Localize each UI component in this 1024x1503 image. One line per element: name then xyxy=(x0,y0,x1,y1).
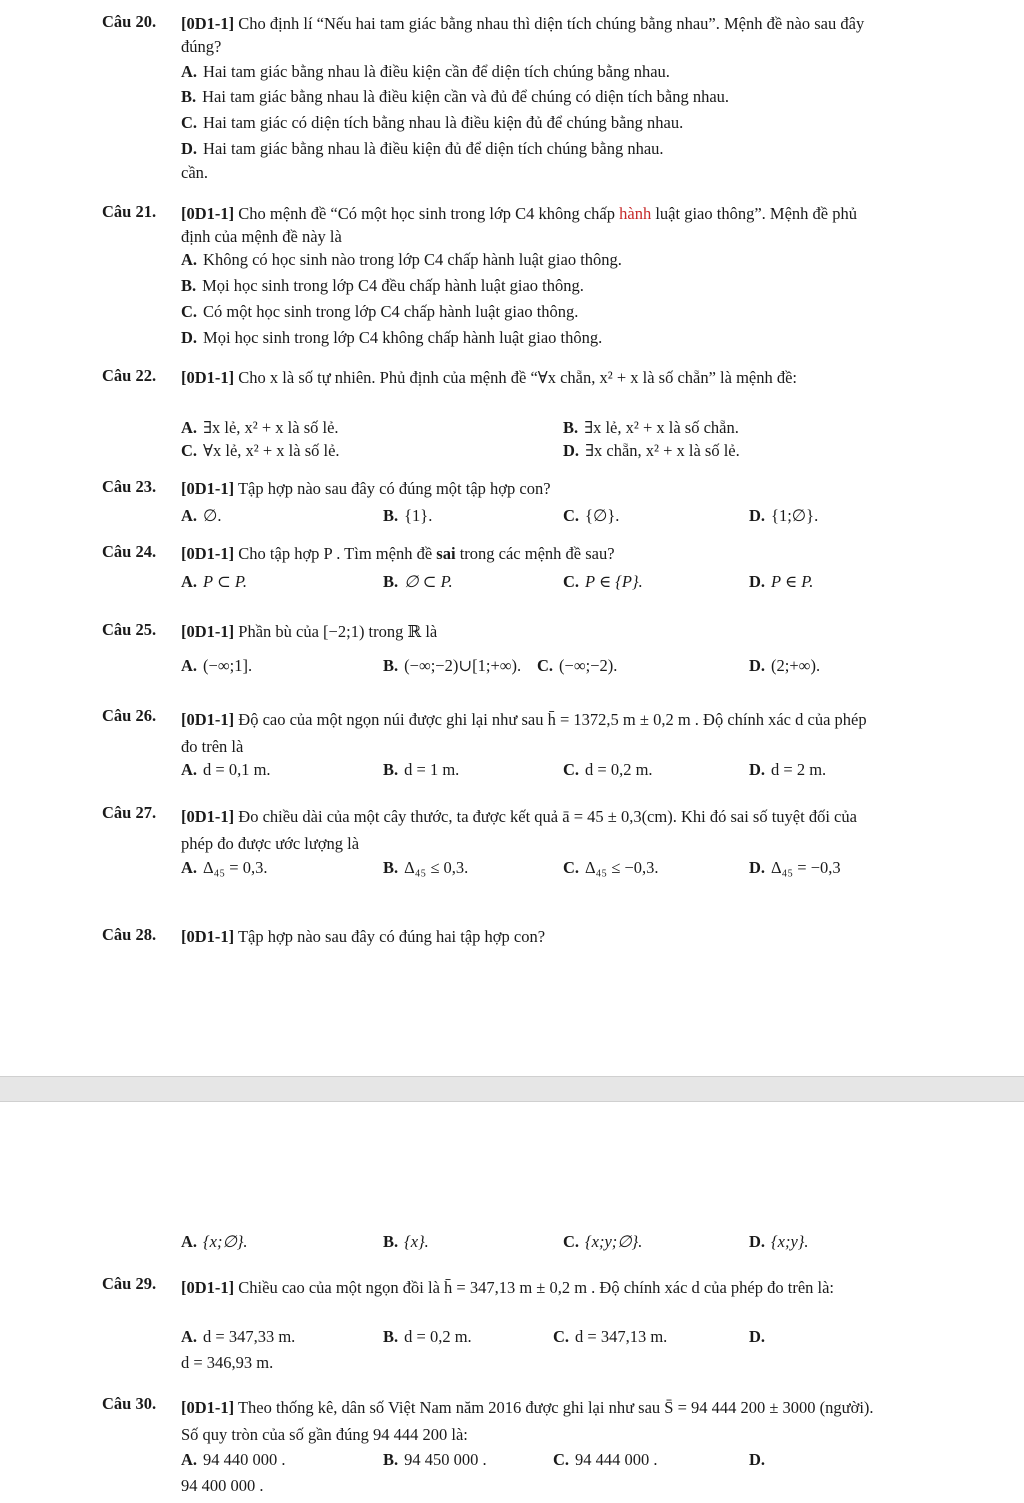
option-a[interactable]: A. (−∞;1]. xyxy=(181,656,253,675)
question-number: Câu 20. xyxy=(102,12,157,31)
option-d[interactable]: D. Hai tam giác bằng nhau là điều kiện đủ để diện tích chúng bằng nhau. xyxy=(181,139,664,158)
question-text: [0D1-1] Cho mệnh đề “Có một học sinh trong lớp C4 không chấp hành luật giao thông”. Mệnh đề phủ định của mệnh đề này là xyxy=(181,204,857,246)
option-d[interactable]: D. {1;∅}. xyxy=(749,506,819,525)
option-a[interactable]: A. P ⊂ P. xyxy=(181,572,247,591)
question-text: [0D1-1] Cho x là số tự nhiên. Phủ định của mệnh đề “∀x chẵn, x² + x là số chẵn” là mệnh đề: xyxy=(181,368,798,387)
question-text: [0D1-1] Đo chiều dài của một cây thước, ta được kết quả ā = 45 ± 0,3(cm). Khi đó sai số tuyệt đối của phép đo được ước lượng là xyxy=(181,807,857,853)
page-break-divider xyxy=(0,1076,1024,1102)
option-c[interactable]: C. 94 444 000 . xyxy=(553,1450,658,1469)
question-text: [0D1-1] Độ cao của một ngọn núi được ghi lại như sau h̄ = 1372,5 m ± 0,2 m . Độ chính xác d của phép đo trên là xyxy=(181,710,867,756)
option-d[interactable]: D. Mọi học sinh trong lớp C4 không chấp hành luật giao thông. xyxy=(181,328,603,347)
option-c[interactable]: C. Hai tam giác có diện tích bằng nhau là điều kiện đủ để chúng bằng nhau. xyxy=(181,113,684,132)
option-b[interactable]: B. Hai tam giác bằng nhau là điều kiện cần và đủ để chúng có diện tích bằng nhau. xyxy=(181,87,730,106)
option-d-continuation: cần. xyxy=(181,163,209,182)
option-d[interactable]: D. (2;+∞). xyxy=(749,656,821,675)
option-b[interactable]: B. 94 450 000 . xyxy=(383,1450,487,1469)
option-a[interactable]: A. d = 0,1 m. xyxy=(181,760,271,779)
option-b[interactable]: B. ∅ ⊂ P. xyxy=(383,572,453,591)
option-a[interactable]: A. Không có học sinh nào trong lớp C4 chấp hành luật giao thông. xyxy=(181,250,622,269)
option-b[interactable]: B. {1}. xyxy=(383,506,433,525)
question-text: [0D1-1] Theo thống kê, dân số Việt Nam năm 2016 được ghi lại như sau S̄ = 94 444 200 ± 3000 (người). Số quy tròn của số gần đúng 94 444 200 là: xyxy=(181,1398,874,1444)
option-c[interactable]: C. Δ₄₅ ≤ −0,3. xyxy=(563,858,659,877)
option-d[interactable]: D. P ∈ P. xyxy=(749,572,814,591)
question-text: [0D1-1] Tập hợp nào sau đây có đúng hai tập hợp con? xyxy=(181,927,546,946)
question-number: Câu 30. xyxy=(102,1394,157,1413)
question-text: [0D1-1] Phần bù của [−2;1) trong ℝ là xyxy=(181,622,438,641)
option-a[interactable]: A. Δ₄₅ = 0,3. xyxy=(181,858,268,877)
option-c[interactable]: C. P ∈ {P}. xyxy=(563,572,643,591)
option-a[interactable]: A. ∅. xyxy=(181,506,222,525)
option-d[interactable]: D. Δ₄₅ = −0,3 xyxy=(749,858,841,877)
option-b[interactable]: B. {x}. xyxy=(383,1232,429,1251)
question-number: Câu 21. xyxy=(102,202,157,221)
option-b[interactable]: B. d = 0,2 m. xyxy=(383,1327,472,1346)
option-b[interactable]: B. (−∞;−2)∪[1;+∞). xyxy=(383,656,522,675)
option-d-continuation: 94 400 000 . xyxy=(181,1476,264,1495)
option-b[interactable]: B. Mọi học sinh trong lớp C4 đều chấp hành luật giao thông. xyxy=(181,276,584,295)
option-d[interactable]: D. xyxy=(749,1327,766,1346)
option-d[interactable]: D. {x;y}. xyxy=(749,1232,809,1251)
question-number: Câu 23. xyxy=(102,477,157,496)
question-text: [0D1-1] Chiều cao của một ngọn đồi là h̄ = 347,13 m ± 0,2 m . Độ chính xác d của phép đo trên là: xyxy=(181,1278,835,1297)
option-a[interactable]: A. Hai tam giác bằng nhau là điều kiện cần để diện tích chúng bằng nhau. xyxy=(181,62,670,81)
option-a[interactable]: A. {x;∅}. xyxy=(181,1232,248,1251)
option-d-continuation: d = 346,93 m. xyxy=(181,1353,274,1372)
option-a[interactable]: A. ∃x lẻ, x² + x là số lẻ. xyxy=(181,418,339,437)
question-number: Câu 28. xyxy=(102,925,157,944)
option-d[interactable]: D. xyxy=(749,1450,766,1469)
option-a[interactable]: A. 94 440 000 . xyxy=(181,1450,286,1469)
option-c[interactable]: C. {x;y;∅}. xyxy=(563,1232,643,1251)
option-b[interactable]: B. ∃x lẻ, x² + x là số chẵn. xyxy=(563,418,739,437)
question-number: Câu 25. xyxy=(102,620,157,639)
question-text: [0D1-1] Tập hợp nào sau đây có đúng một tập hợp con? xyxy=(181,479,551,498)
question-number: Câu 29. xyxy=(102,1274,157,1293)
option-c[interactable]: C. ∀x lẻ, x² + x là số lẻ. xyxy=(181,441,340,460)
question-text: [0D1-1] Cho định lí “Nếu hai tam giác bằng nhau thì diện tích chúng bằng nhau”. Mệnh đề nào sau đây đúng? xyxy=(181,14,865,56)
option-c[interactable]: C. d = 0,2 m. xyxy=(563,760,653,779)
question-number: Câu 26. xyxy=(102,706,157,725)
question-number: Câu 27. xyxy=(102,803,157,822)
option-a[interactable]: A. d = 347,33 m. xyxy=(181,1327,296,1346)
question-text: [0D1-1] Cho tập hợp P . Tìm mệnh đề sai trong các mệnh đề sau? xyxy=(181,544,615,563)
question-number: Câu 22. xyxy=(102,366,157,385)
option-b[interactable]: B. d = 1 m. xyxy=(383,760,460,779)
option-c[interactable]: C. d = 347,13 m. xyxy=(553,1327,668,1346)
question-number: Câu 24. xyxy=(102,542,157,561)
option-c[interactable]: C. Có một học sinh trong lớp C4 chấp hành luật giao thông. xyxy=(181,302,579,321)
option-d[interactable]: D. d = 2 m. xyxy=(749,760,827,779)
option-b[interactable]: B. Δ₄₅ ≤ 0,3. xyxy=(383,858,469,877)
option-d[interactable]: D. ∃x chẵn, x² + x là số lẻ. xyxy=(563,441,740,460)
option-c[interactable]: C. {∅}. xyxy=(563,506,620,525)
option-c[interactable]: C. (−∞;−2). xyxy=(537,656,618,675)
